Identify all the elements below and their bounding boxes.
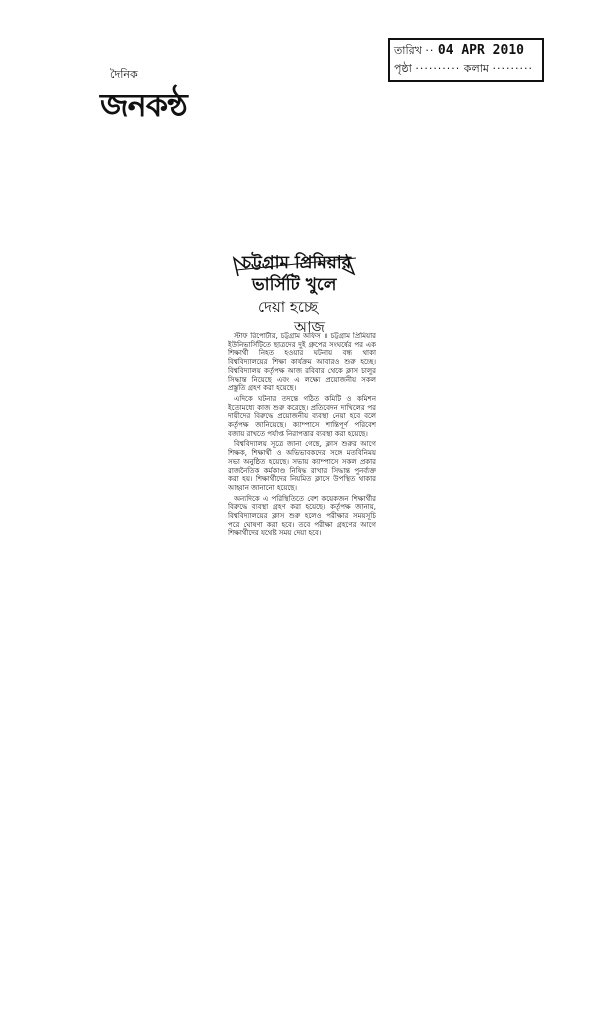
stamp-date-value: 04 APR 2010	[437, 43, 524, 58]
stamp-date-row: তারিখ ·· 04 APR 2010	[394, 43, 524, 58]
stamp-date-label: তারিখ	[394, 44, 422, 57]
newspaper-masthead	[100, 66, 230, 122]
headline-line-2: ভার্সিটি খুলে	[252, 275, 337, 295]
article-paragraph: এদিকে ঘটনার তদন্তে গঠিত কমিটি ও কমিশন ইতোমধ্যে কাজ শুরু করেছে। প্রতিবেদন দাখিলের পর দায়ীদের বিরুদ্ধে প্রয়োজনীয় ব্যবস্থা নেয়া হবে বলে কর্তৃপক্ষ জানিয়েছে। ক্যাম্পাসে শান্তিপূর্ণ পরিবেশ বজায় রাখতে পর্যাপ্ত নিরাপত্তার ব্যবস্থা করা হয়েছে।	[228, 394, 376, 438]
article-paragraph: অন্যদিকে এ পরিস্থিতিতে বেশ কয়েকজন শিক্ষার্থীর বিরুদ্ধে ব্যবস্থা গ্রহণ করা হয়েছে। কর্তৃপক্ষ জানায়, বিশ্ববিদ্যালয়ের ক্লাস শুরু হলেও পরীক্ষার সময়সূচি পরে ঘোষণা করা হবে। তবে পরীক্ষা গ্রহণের আগে শিক্ষার্থীদের যথেষ্ট সময় দেয়া হবে।	[228, 494, 376, 538]
article-paragraph: স্টাফ রিপোর্টার, চট্টগ্রাম অফিস ॥ চট্টগ্রাম প্রিমিয়ার ইউনিভার্সিটিতে ছাত্রদের দুই গ্রুপের সংঘর্ষের পর এক শিক্ষার্থী নিহত হওয়ার ঘটনায় বন্ধ থাকা বিশ্ববিদ্যালয়ের শিক্ষা কার্যক্রম আবারও শুরু হচ্ছে। বিশ্ববিদ্যালয় কর্তৃপক্ষ আজ রবিবার থেকে ক্লাস চালুর সিদ্ধান্ত নিয়েছে এবং এ লক্ষ্যে প্রয়োজনীয় সকল প্রস্তুতি গ্রহণ করা হয়েছে।	[228, 332, 376, 393]
article-paragraph: বিশ্ববিদ্যালয় সূত্রে জানা গেছে, ক্লাস শুরুর আগে শিক্ষক, শিক্ষার্থী ও অভিভাবকদের সঙ্গে মতবিনিময় সভা অনুষ্ঠিত হয়েছে। সভায় ক্যাম্পাসে সকল প্রকার রাজনৈতিক কর্মকাণ্ড নিষিদ্ধ রাখার সিদ্ধান্ত পুনর্ব্যক্ত করা হয়। শিক্ষার্থীদের নিয়মিত ক্লাসে উপস্থিত থাকার আহ্বান জানানো হয়েছে।	[228, 440, 376, 492]
stamp-column-label: কলাম	[463, 62, 489, 75]
headline-line-4: আজ	[294, 318, 325, 336]
article-body	[228, 332, 376, 757]
article-headline	[228, 248, 388, 338]
stamp-page-label: পৃষ্ঠা	[394, 62, 412, 75]
headline-line-3: দেয়া হচ্ছে	[258, 298, 319, 316]
headline-line-1: চট্টগ্রাম প্রিমিয়ার	[242, 253, 352, 273]
news-clipping	[228, 248, 388, 538]
masthead-prefix: দৈনিক	[110, 68, 138, 81]
archive-stamp	[388, 38, 544, 82]
stamp-page-row: পৃষ্ঠা ·········· কলাম ·········	[394, 62, 533, 75]
masthead-name: জনকন্ঠ	[100, 86, 187, 124]
